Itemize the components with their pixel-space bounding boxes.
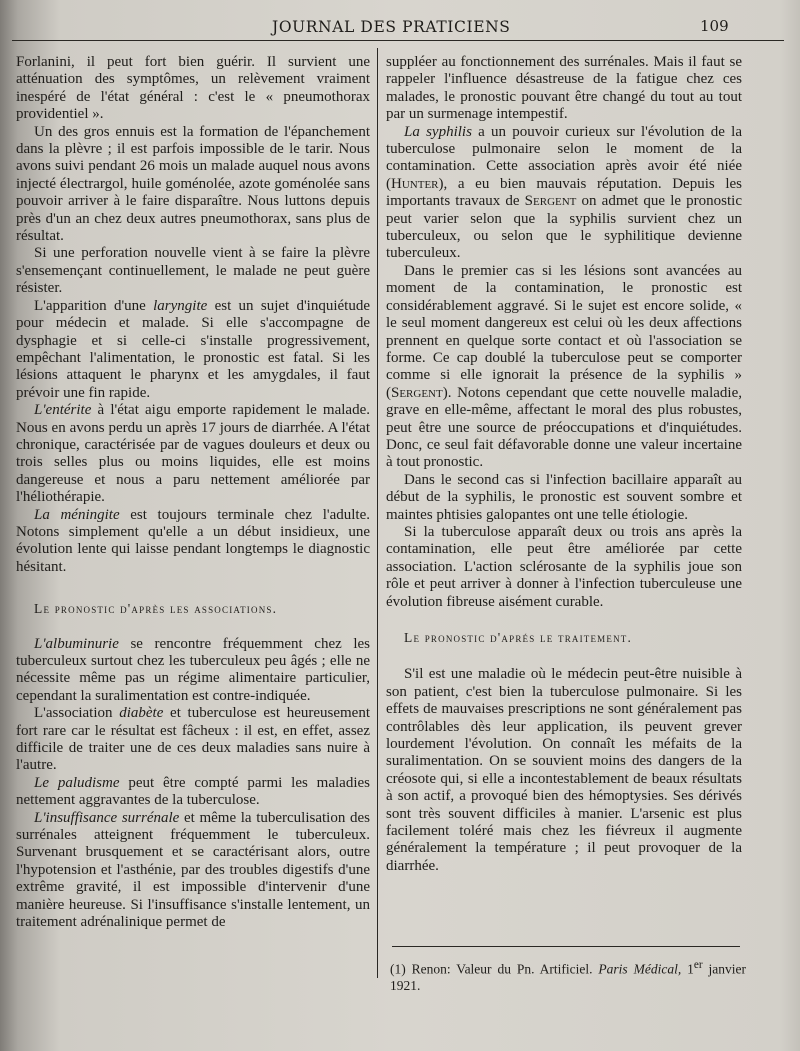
text-run: est un sujet d'inquiétude pour médecin et malade. Si elle s'accompagne de dysphagie et si celle-ci s'installe progressivement, empêchant l'alimentation, le pronostic est fatal. Si les lésions attaquent le pharynx et les amygdales, il faut prévoir une fin rapide. — [16, 297, 370, 401]
page-number: 109 — [700, 17, 729, 35]
text-run: on admet que le pronostic peut varier selon que la syphilis survient chez un tuberculeux, ou selon que le syphilitique devienne tuberculeux. — [386, 193, 742, 262]
emphasis-term: diabète — [119, 705, 164, 722]
text-run: est toujours terminale chez l'adulte. Notons simplement qu'elle a un début insidieux, une évolution lente qui laisse pendant longtemps le diagnostic hésitant. — [16, 506, 370, 575]
left-paragraph-diabete — [16, 705, 370, 775]
right-paragraph-trois-ans: Si la tuberculose apparaît deux ou trois ans après la contamination, elle peut être améliorée par cette association. L'action sclérosante de la syphilis joue son rôle et peut arriver à donner à l'infection tuberculeuse une évolution fibreuse aisément curable. — [386, 523, 742, 610]
left-paragraph-enterite — [16, 402, 370, 506]
text-run: L'apparition d'une — [34, 297, 154, 314]
text-run: se rencontre fréquemment chez les tuberculeux surtout chez les tuberculeux peu âgés ; elle ne nécessite même pas un régime alimentaire particulier, cependant la suralimentation est contre-indiquée. — [16, 635, 370, 704]
text-run: et même la tuberculisation des surrénales atteignent fréquemment le tuberculeux. Survenant brusquement et se caractérisant alors, outre l'hypotension et l'asthénie, par des troubles digestifs d'une extrême gravité, il est impossible d'intervenir d'une manière heureuse. Si l'insuffisance s'installe lentement, un traitement adrénalinique permet de — [16, 809, 370, 931]
page-header — [0, 14, 800, 40]
journal-title: JOURNAL DES PRATICIENS — [272, 18, 511, 36]
right-paragraph-second-cas: Dans le second cas si l'infection bacillaire apparaît au début de la syphilis, le pronostic est souvent sombre et maintes phtisies galopantes ont une telle étiologie. — [386, 471, 742, 523]
left-column — [16, 54, 370, 932]
left-paragraph-3: Si une perforation nouvelle vient à se faire la plèvre s'ensemençant continuellement, le malade ne peut guère résister. — [16, 245, 370, 297]
right-paragraph-premier-cas — [386, 263, 742, 472]
text-run: ), a eu bien mauvais réputation. Depuis les importants travaux de — [386, 175, 742, 210]
footnote-text: (1) Renon: Valeur du Pn. Artificiel. — [390, 961, 599, 977]
footnote-superscript: er — [693, 959, 703, 971]
text-run: Dans le premier cas si les lésions sont avancées au moment de la contamination, le pronostic est considérablement aggravé. Si le sujet est encore solide, « le seul moment dangereux est celui où les deux affections prennent en quelque sorte contact et où l'association se forme. Ce cap doublé la tuberculose peut se comporter comme si elle ignorait la présence de la syphilis » ( — [386, 262, 742, 401]
right-column — [386, 54, 742, 875]
left-paragraph-surrenale — [16, 810, 370, 932]
text-run: peut être compté parmi les maladies nettement aggravantes de la tuberculose. — [16, 774, 370, 809]
left-paragraph-1: Forlanini, il peut fort bien guérir. Il survient une atténuation des symptômes, un relèvement vraiment inespéré de l'état général : c'est le « pneumothorax providentiel ». — [16, 54, 370, 123]
column-divider — [377, 48, 378, 978]
right-paragraph-syphilis — [386, 124, 742, 263]
left-paragraph-meningite — [16, 507, 370, 577]
emphasis-term: Le paludisme — [34, 774, 120, 791]
right-paragraph-traitement: S'il est une maladie où le médecin peut-être nuisible à son patient, c'est bien la tuberculose pulmonaire. Si les effets de mauvaises prescriptions ne sont généralement pas contrôlables dès leur application, ils peuvent grever lourdement l'évolution. On connaît les méfaits de la suralimentation. On se souvient moins des dangers de la créosote qui, si elle a incontestablement de beaux résultats à son actif, a provoqué bien des hémoptysies. Ses dérivés sont très souvent difficiles à manier. L'arsenic est plus facilement toléré mais chez les fiévreux il augmente généralement la température ; il peut provoquer de la diarrhée. — [386, 666, 742, 874]
emphasis-term: L'albuminurie — [34, 635, 119, 652]
text-run: et tuberculose est heureusement fort rare car le résultat est fâcheux : il est, en effet, assez difficile de traiter une de ces deux maladies sans nuire à l'autre. — [16, 705, 370, 774]
section-heading-traitement: Le pronostic d'aprés le traitement. — [404, 630, 633, 645]
header-rule — [12, 40, 784, 41]
left-paragraph-paludisme — [16, 775, 370, 810]
right-paragraph-1: suppléer au fonctionnement des surrénales. Mais il faut se rappeler l'influence désastreuse de la fatigue chez ces malades, le pronostic pouvant être changé du tout au tout par un surmenage intempestif. — [386, 54, 742, 123]
emphasis-term: La syphilis — [404, 123, 472, 140]
left-paragraph-laryngite — [16, 298, 370, 402]
footnote — [390, 957, 746, 994]
left-paragraph-2: Un des gros ennuis est la formation de l'épanchement dans la plèvre ; il est parfois impossible de le tarir. Nous avons suivi pendant 26 mois un malade auquel nous avons injecté électrargol, huile goménolée, azote goménolée sans pouvoir arriver à le faire disparaître. Nous luttons depuis près d'un an chez deux autres pneumothorax, sans plus de résultat. — [16, 123, 370, 245]
footnote-text: janvier 1921. — [390, 961, 747, 993]
left-paragraph-albuminurie — [16, 636, 370, 706]
section-heading-associations: Le pronostic d'après les associations. — [34, 601, 278, 617]
emphasis-term: laryngite — [153, 297, 208, 314]
text-run: L'association — [34, 705, 120, 722]
text-run: à l'état aigu emporte rapidement le malade. Nous en avons perdu un après 17 jours de diarrhée. A l'état chronique, caractérisée par de vagues douleurs et deux ou trois selles plus ou moins liquides, elle est moins dangereuse et nous a paru nettement améliorée par l'héliothérapie. — [16, 402, 370, 506]
emphasis-term: L'insuffisance surrénale — [34, 809, 180, 826]
text-run: a un pouvoir curieux sur l'évolution de la tuberculose pulmonaire selon le moment de la contamination. Cette association après avoir été niée ( — [386, 123, 742, 192]
footnote-text: 1 — [681, 961, 694, 977]
emphasis-term: La méningite — [34, 506, 120, 523]
text-run: ). Notons cependant que cette nouvelle maladie, grave en elle-même, affectant le moral des plus robustes, peut être une source de préoccupations et d'inquiétudes. Donc, ce seul fait défavorable donne une valeur incertaine à tout pronostic. — [386, 384, 742, 471]
author-name: Hunter — [391, 175, 439, 192]
footnote-journal: Paris Médical, — [598, 961, 682, 977]
author-name: Sergent — [524, 193, 577, 210]
author-name: Sergent — [391, 384, 443, 401]
emphasis-term: L'entérite — [34, 402, 92, 419]
footnote-rule — [392, 946, 740, 947]
